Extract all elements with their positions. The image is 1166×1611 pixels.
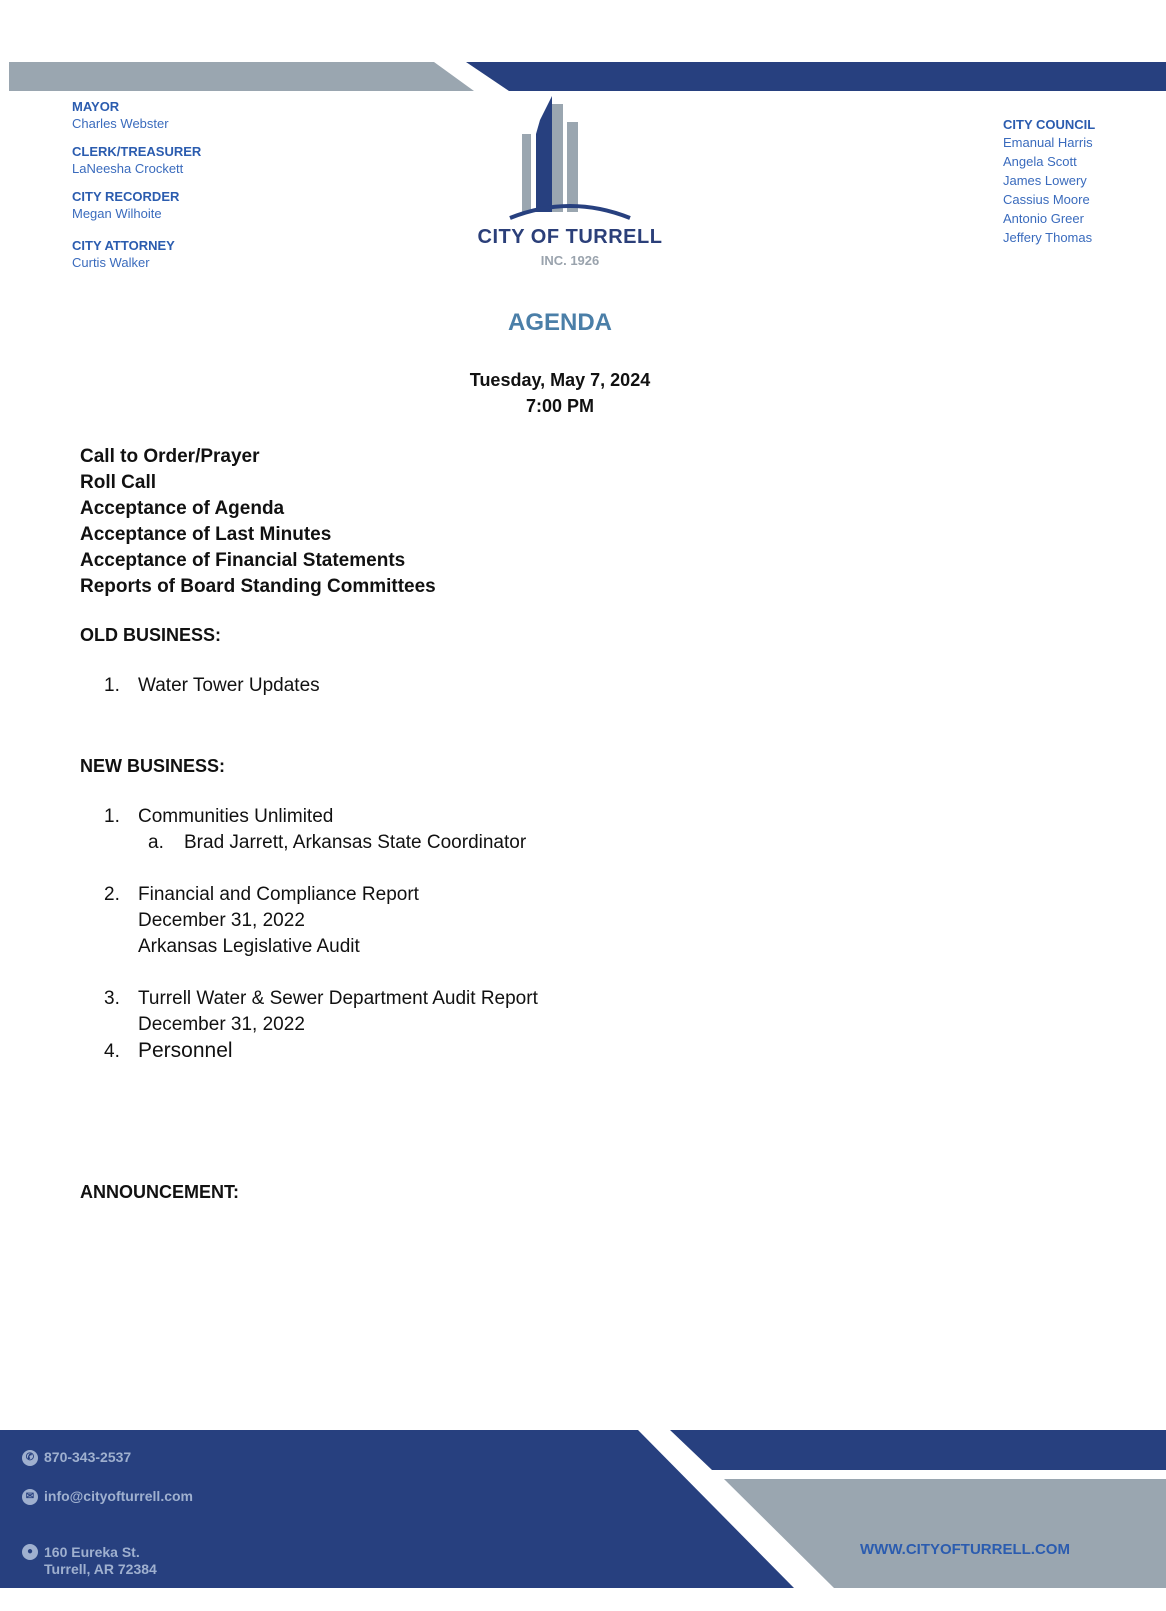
footer-phone (22, 1449, 131, 1466)
council-title: CITY COUNCIL (1003, 117, 1096, 132)
footer-address (22, 1544, 157, 1578)
item-line: Turrell Water & Sewer Department Audit Report (138, 988, 538, 1009)
opening-items (80, 444, 436, 600)
council-member: Angela Scott (1003, 154, 1077, 169)
announcement-heading: ANNOUNCEMENT: (80, 1182, 239, 1202)
subitem-text: Brad Jarrett, Arkansas State Coordinator (184, 832, 527, 853)
item-text-block (138, 882, 419, 960)
new-business-heading: NEW BUSINESS: (80, 756, 226, 776)
new-business-item (104, 1038, 233, 1065)
item-line: December 31, 2022 (138, 1014, 305, 1035)
council-member: Cassius Moore (1003, 192, 1090, 207)
item-number: 1. (104, 806, 120, 827)
new-business-item (104, 882, 419, 960)
item-text-block (138, 986, 538, 1038)
meeting-time: 7:00 PM (525, 396, 595, 416)
item-text: Water Tower Updates (138, 675, 320, 696)
item-line: December 31, 2022 (138, 910, 305, 931)
officials-list (72, 98, 332, 282)
official-title: CITY ATTORNEY (72, 238, 175, 253)
official-title: CITY RECORDER (72, 189, 180, 204)
council-member: Jeffery Thomas (1003, 230, 1093, 245)
official-mayor (72, 98, 332, 133)
official-title: CLERK/TREASURER (72, 144, 202, 159)
address-line: 160 Eureka St. (44, 1544, 140, 1560)
opening-item: Acceptance of Agenda (80, 498, 285, 519)
official-clerk-treasurer (72, 143, 332, 178)
page-title: AGENDA (507, 309, 612, 336)
new-business-item (104, 986, 538, 1038)
email-text: info@cityofturrell.com (44, 1488, 193, 1504)
item-line: Financial and Compliance Report (138, 884, 419, 905)
location-pin-icon: ● (22, 1544, 38, 1560)
item-number: 3. (104, 988, 120, 1009)
official-name: Curtis Walker (72, 255, 150, 270)
opening-item: Roll Call (80, 472, 157, 493)
official-name: Charles Webster (72, 116, 169, 131)
opening-item: Reports of Board Standing Committees (80, 576, 436, 597)
official-city-attorney (72, 237, 332, 272)
phone-icon: ✆ (22, 1450, 38, 1466)
item-number: 4. (104, 1041, 120, 1062)
opening-item: Acceptance of Financial Statements (80, 550, 406, 571)
item-line: Arkansas Legislative Audit (138, 936, 360, 957)
header-band (9, 62, 1166, 91)
logo-wordmark: CITY OF TURRELL (477, 226, 663, 248)
subitem-letter: a. (148, 832, 164, 853)
item-text: Personnel (138, 1039, 233, 1062)
item-number: 1. (104, 675, 120, 696)
address-line: Turrell, AR 72384 (44, 1561, 157, 1577)
official-title: MAYOR (72, 99, 120, 114)
opening-item: Call to Order/Prayer (80, 446, 260, 467)
official-name: Megan Wilhoite (72, 206, 162, 221)
address-block (44, 1544, 157, 1578)
city-council-list (1003, 116, 1163, 247)
item-number: 2. (104, 884, 120, 905)
opening-item: Acceptance of Last Minutes (80, 524, 332, 545)
old-business-heading: OLD BUSINESS: (80, 625, 222, 645)
new-business-item (104, 804, 333, 830)
footer-email[interactable] (22, 1488, 193, 1505)
email-icon: ✉ (22, 1489, 38, 1505)
footer-band (0, 1430, 1166, 1611)
council-member: Antonio Greer (1003, 211, 1084, 226)
old-business-item (104, 673, 320, 699)
meeting-datetime (0, 367, 1120, 419)
item-text: Communities Unlimited (138, 806, 334, 827)
official-city-recorder (72, 188, 332, 223)
council-member: Emanual Harris (1003, 135, 1093, 150)
phone-text: 870-343-2537 (44, 1449, 132, 1465)
council-member: James Lowery (1003, 173, 1087, 188)
official-name: LaNeesha Crockett (72, 161, 184, 176)
meeting-date: Tuesday, May 7, 2024 (469, 370, 651, 390)
logo-incorporated: INC. 1926 (540, 253, 600, 268)
new-business-subitem (148, 830, 526, 856)
footer-website-link[interactable]: WWW.CITYOFTURRELL.COM (860, 1541, 1070, 1558)
